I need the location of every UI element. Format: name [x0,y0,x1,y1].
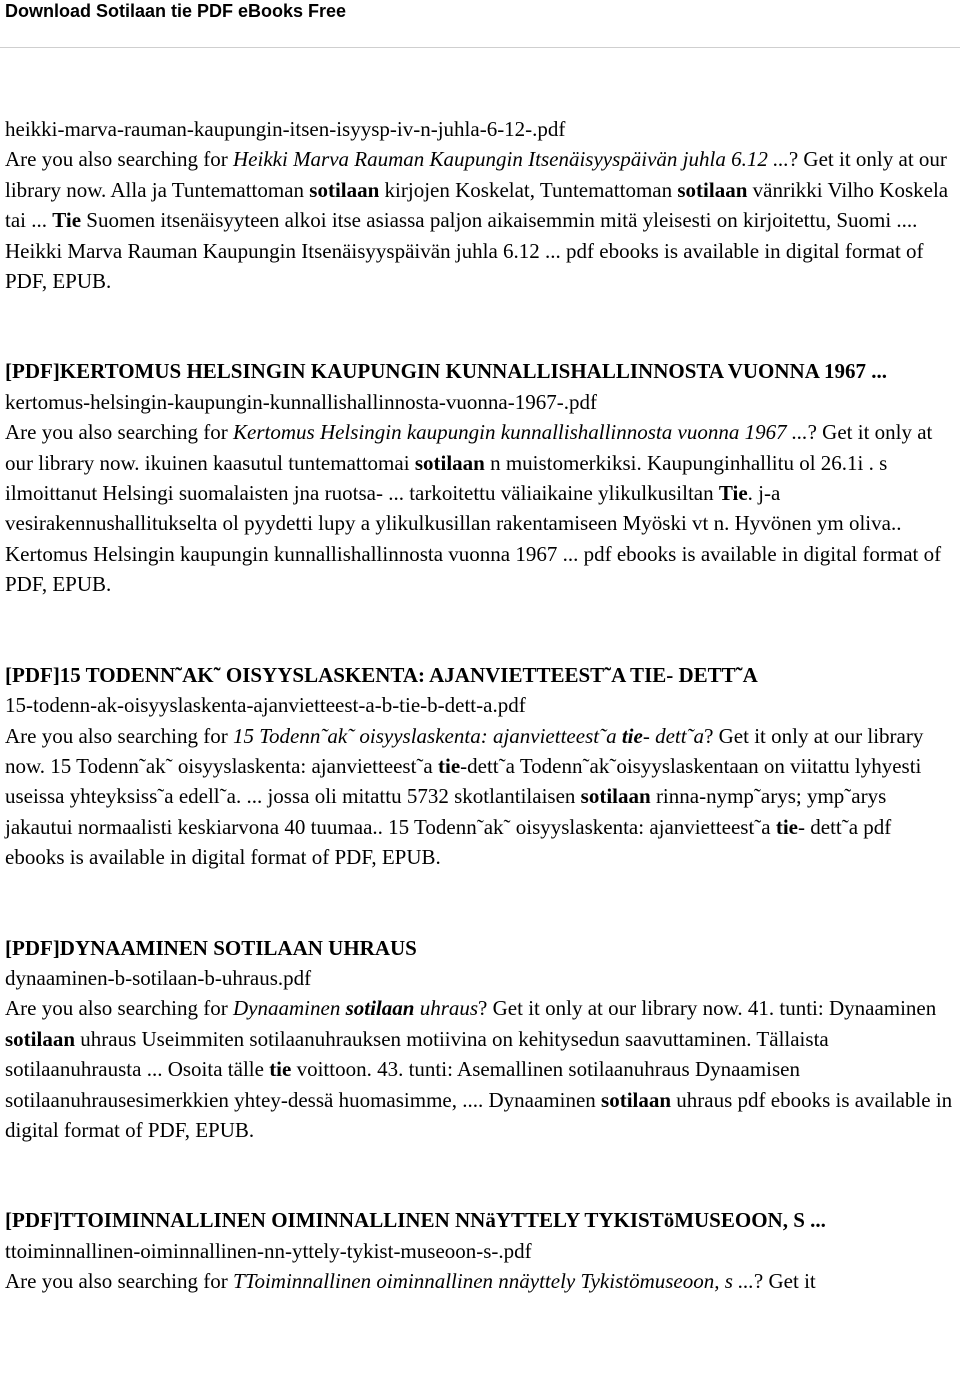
text-run: Are you also searching for [5,723,234,748]
result-entry-4 [5,933,955,1146]
keyword-highlight: sotilaan [414,450,485,475]
result-description [5,993,955,1145]
text-run: ? Get it only at our library now. 15 Todenn˜ak˜ oisyyslaskenta: ajanvietteest˜a [5,723,924,778]
text-run: - dett˜a pdf ebooks is available in digital format of PDF, EPUB. [5,814,892,870]
result-title[interactable]: [PDF]KERTOMUS HELSINGIN KAUPUNGIN KUNNALLISHALLINNOSTA VUONNA 1967 ... [5,359,887,384]
search-phrase: Dynaaminen [233,996,346,1021]
text-run: -dett˜a Todenn˜ak˜oisyyslaskentaan on viitattu lyhyesti useissa yhteyksiss˜a edell˜a. ... jossa oli mitattu 5732 skotlantilaisen [5,753,922,809]
keyword-highlight: tie [775,814,798,839]
search-phrase: uhraus [414,996,479,1021]
text-run: rinna-nymp˜arys; ymp˜arys jakautui normaalisti keskiarvona 40 tuumaa.. 15 Todenn˜ak˜ oisyyslaskenta: ajanvietteest˜a [5,784,887,839]
header-divider [0,47,960,48]
text-run: ? Get it only at our library now. Alla ja Tuntemattoman [5,147,947,202]
result-title[interactable]: [PDF]15 TODENN˜AK˜ OISYYSLASKENTA: AJANVIETTEEST˜A TIE- DETT˜A [5,662,758,687]
text-run: Suomen itsenäisyyteen alkoi itse asiassa paljon aikaisemmin mitä yleisesti on kirjoitettu, Suomi .... Heikki Marva Rauman Kaupungin Itsenäisyyspäivän juhla 6.12 ... pdf ebooks is available in digital format of PDF, EPUB. [5,208,924,294]
keyword-highlight: Tie [52,208,82,233]
keyword-highlight: sotilaan [677,177,748,202]
search-phrase: Kertomus Helsingin kaupungin kunnallishallinnosta vuonna 1967 ... [233,420,808,445]
result-description [5,144,955,296]
page-header-title: Download Sotilaan tie PDF eBooks Free [5,1,347,21]
text-run: ? Get it only at our library now. ikuinen kaasutul tuntemattomai [5,420,933,475]
search-phrase: Heikki Marva Rauman Kaupungin Itsenäisyyspäivän juhla 6.12 ... [233,147,789,172]
results-list [5,114,955,1297]
keyword-highlight: tie [621,723,643,748]
result-filename[interactable]: 15-todenn-ak-oisyyslaskenta-ajanvietteest-a-b-tie-b-dett-a.pdf [5,693,526,718]
result-title[interactable]: [PDF]DYNAAMINEN SOTILAAN UHRAUS [5,935,417,960]
text-run: uhraus pdf ebooks is available in digital format of PDF, EPUB. [5,1087,953,1142]
result-description [5,1266,955,1296]
text-run: vänrikki Vilho Koskela tai ... [5,177,949,233]
search-phrase: TToiminnallinen oiminnallinen nnäyttely Tykistömuseoon, s ... [233,1269,754,1294]
result-description [5,721,955,873]
keyword-highlight: sotilaan [5,1026,76,1051]
keyword-highlight: tie [269,1057,292,1082]
text-run: Are you also searching for [5,420,234,445]
keyword-highlight: sotilaan [580,784,651,809]
text-run: Are you also searching for [5,996,234,1021]
result-entry-2 [5,356,955,599]
result-filename[interactable]: ttoiminnallinen-oiminnallinen-nn-yttely-tykist-museoon-s-.pdf [5,1238,532,1263]
result-description [5,417,955,599]
text-run: n muistomerkiksi. Kaupunginhallitu ol 26.1i . s ilmoittanut Helsingi suomalaisten jna ruotsa- ... tarkoitettu väliaikaine ylikulkusiltan [5,450,888,506]
text-run: uhraus Useimmiten sotilaanuhrauksen motiivina on kehitysedun saavuttaminen. Tällaista sotilaanuhrausta ... Osoita tälle [5,1026,829,1082]
text-run: Are you also searching for [5,147,234,172]
text-run: Are you also searching for [5,1269,234,1294]
keyword-highlight: sotilaan [309,177,380,202]
search-phrase: - dett˜a [642,723,705,748]
result-entry-1 [5,114,955,296]
text-run: . j-a vesirakennushallitukselta ol pyydetti lupy a ylikulkusillan rakentamiseen Myöski vt n. Hyvönen ym oliva.. Kertomus Helsingin kaupungin kunnallishallinnosta vuonna 1967 ... pdf ebooks is available in digital format of PDF, EPUB. [5,481,942,597]
text-run: ? Get it only at our library now. 41. tunti: Dynaaminen [478,996,937,1021]
result-filename[interactable]: kertomus-helsingin-kaupungin-kunnallishallinnosta-vuonna-1967-.pdf [5,389,597,414]
keyword-highlight: Tie [718,481,748,506]
result-entry-3 [5,660,955,873]
result-entry-5 [5,1205,955,1296]
text-run: kirjojen Koskelat, Tuntemattoman [379,177,678,202]
keyword-highlight: sotilaan [601,1087,672,1112]
keyword-highlight: tie [438,753,461,778]
search-phrase: 15 Todenn˜ak˜ oisyyslaskenta: ajanvietteest˜a [233,723,622,748]
keyword-highlight: sotilaan [345,996,415,1021]
text-run: voittoon. 43. tunti: Asemallinen sotilaanuhraus Dynaamisen sotilaanuhrausesimerkkien yhtey-dessä huomasimme, .... Dynaaminen [5,1057,800,1112]
result-title[interactable]: [PDF]TTOIMINNALLINEN OIMINNALLINEN NNäYTTELY TYKISTöMUSEOON, S ... [5,1208,826,1233]
result-filename[interactable]: heikki-marva-rauman-kaupungin-itsen-isyysp-iv-n-juhla-6-12-.pdf [5,117,566,141]
result-filename[interactable]: dynaaminen-b-sotilaan-b-uhraus.pdf [5,965,312,990]
text-run: ? Get it [753,1269,816,1294]
